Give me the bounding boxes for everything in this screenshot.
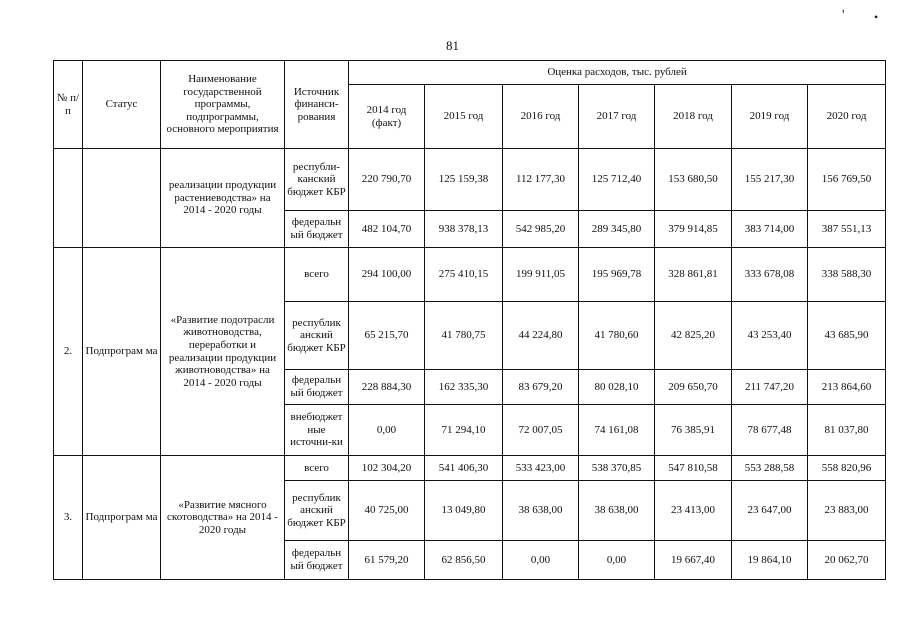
value-cell: 76 385,91: [655, 405, 732, 456]
row-source: федеральн ый бюджет: [285, 211, 349, 248]
scan-mark: ': [842, 8, 845, 23]
value-cell: 328 861,81: [655, 248, 732, 302]
row-source: внебюджет ные источни-ки: [285, 405, 349, 456]
value-cell: 78 677,48: [732, 405, 808, 456]
value-cell: 541 406,30: [425, 456, 503, 481]
table-row: [54, 248, 886, 302]
value-cell: 294 100,00: [349, 248, 425, 302]
value-cell: 83 679,20: [503, 370, 579, 405]
value-cell: 13 049,80: [425, 481, 503, 541]
value-cell: 80 028,10: [579, 370, 655, 405]
header-year: 2017 год: [579, 85, 655, 149]
value-cell: 0,00: [349, 405, 425, 456]
row-num: 2.: [54, 248, 83, 456]
header-year: 2014 год (факт): [349, 85, 425, 149]
header-status: Статус: [83, 61, 161, 149]
value-cell: 338 588,30: [808, 248, 886, 302]
value-cell: 228 884,30: [349, 370, 425, 405]
value-cell: 0,00: [579, 541, 655, 580]
value-cell: 538 370,85: [579, 456, 655, 481]
value-cell: 102 304,20: [349, 456, 425, 481]
value-cell: 482 104,70: [349, 211, 425, 248]
value-cell: 213 864,60: [808, 370, 886, 405]
value-cell: 156 769,50: [808, 149, 886, 211]
budget-table: [53, 60, 886, 580]
value-cell: 65 215,70: [349, 302, 425, 370]
row-source: всего: [285, 456, 349, 481]
value-cell: 44 224,80: [503, 302, 579, 370]
row-source: всего: [285, 248, 349, 302]
table-row: [54, 149, 886, 211]
row-source: республи-канский бюджет КБР: [285, 149, 349, 211]
header-year: 2020 год: [808, 85, 886, 149]
header-year: 2016 год: [503, 85, 579, 149]
value-cell: 43 253,40: [732, 302, 808, 370]
value-cell: 125 159,38: [425, 149, 503, 211]
row-source: республик анский бюджет КБР: [285, 302, 349, 370]
header-num: № п/п: [54, 61, 83, 149]
value-cell: 62 856,50: [425, 541, 503, 580]
value-cell: 938 378,13: [425, 211, 503, 248]
value-cell: 199 911,05: [503, 248, 579, 302]
value-cell: 42 825,20: [655, 302, 732, 370]
row-status: [83, 149, 161, 248]
value-cell: 112 177,30: [503, 149, 579, 211]
value-cell: 558 820,96: [808, 456, 886, 481]
value-cell: 533 423,00: [503, 456, 579, 481]
value-cell: 162 335,30: [425, 370, 503, 405]
header-year: 2015 год: [425, 85, 503, 149]
value-cell: 74 161,08: [579, 405, 655, 456]
value-cell: 209 650,70: [655, 370, 732, 405]
scan-mark: •: [874, 10, 879, 24]
header-year: 2019 год: [732, 85, 808, 149]
row-name: «Развитие мясного скотоводства» на 2014 - 2020 годы: [161, 456, 285, 580]
value-cell: 387 551,13: [808, 211, 886, 248]
value-cell: 61 579,20: [349, 541, 425, 580]
value-cell: 41 780,60: [579, 302, 655, 370]
value-cell: 43 685,90: [808, 302, 886, 370]
row-source: федеральн ый бюджет: [285, 541, 349, 580]
row-status: Подпрограм ма: [83, 248, 161, 456]
value-cell: 38 638,00: [579, 481, 655, 541]
value-cell: 0,00: [503, 541, 579, 580]
table-row: [54, 456, 886, 481]
value-cell: 19 864,10: [732, 541, 808, 580]
value-cell: 547 810,58: [655, 456, 732, 481]
value-cell: 20 062,70: [808, 541, 886, 580]
row-num: 3.: [54, 456, 83, 580]
row-source: федеральн ый бюджет: [285, 370, 349, 405]
page-number: 81: [446, 38, 459, 53]
value-cell: 23 883,00: [808, 481, 886, 541]
row-source: республик анский бюджет КБР: [285, 481, 349, 541]
value-cell: 38 638,00: [503, 481, 579, 541]
row-status: Подпрограм ма: [83, 456, 161, 580]
value-cell: 19 667,40: [655, 541, 732, 580]
value-cell: 155 217,30: [732, 149, 808, 211]
value-cell: 195 969,78: [579, 248, 655, 302]
value-cell: 275 410,15: [425, 248, 503, 302]
value-cell: 23 647,00: [732, 481, 808, 541]
value-cell: 125 712,40: [579, 149, 655, 211]
value-cell: 289 345,80: [579, 211, 655, 248]
row-name: реализации продукции растениеводства» на 2014 - 2020 годы: [161, 149, 285, 248]
value-cell: 153 680,50: [655, 149, 732, 211]
value-cell: 383 714,00: [732, 211, 808, 248]
row-num: [54, 149, 83, 248]
value-cell: 553 288,58: [732, 456, 808, 481]
value-cell: 220 790,70: [349, 149, 425, 211]
row-name: «Развитие подотрасли животноводства, переработки и реализации продукции животноводства» на 2014 - 2020 годы: [161, 248, 285, 456]
header-estimate: Оценка расходов, тыс. рублей: [349, 61, 886, 85]
value-cell: 41 780,75: [425, 302, 503, 370]
value-cell: 333 678,08: [732, 248, 808, 302]
value-cell: 72 007,05: [503, 405, 579, 456]
value-cell: 379 914,85: [655, 211, 732, 248]
value-cell: 23 413,00: [655, 481, 732, 541]
header-name: Наименование государственной программы, подпрограммы, основного мероприятия: [161, 61, 285, 149]
value-cell: 81 037,80: [808, 405, 886, 456]
value-cell: 71 294,10: [425, 405, 503, 456]
value-cell: 542 985,20: [503, 211, 579, 248]
value-cell: 211 747,20: [732, 370, 808, 405]
header-source: Источник финанси-рования: [285, 61, 349, 149]
value-cell: 40 725,00: [349, 481, 425, 541]
header-year: 2018 год: [655, 85, 732, 149]
